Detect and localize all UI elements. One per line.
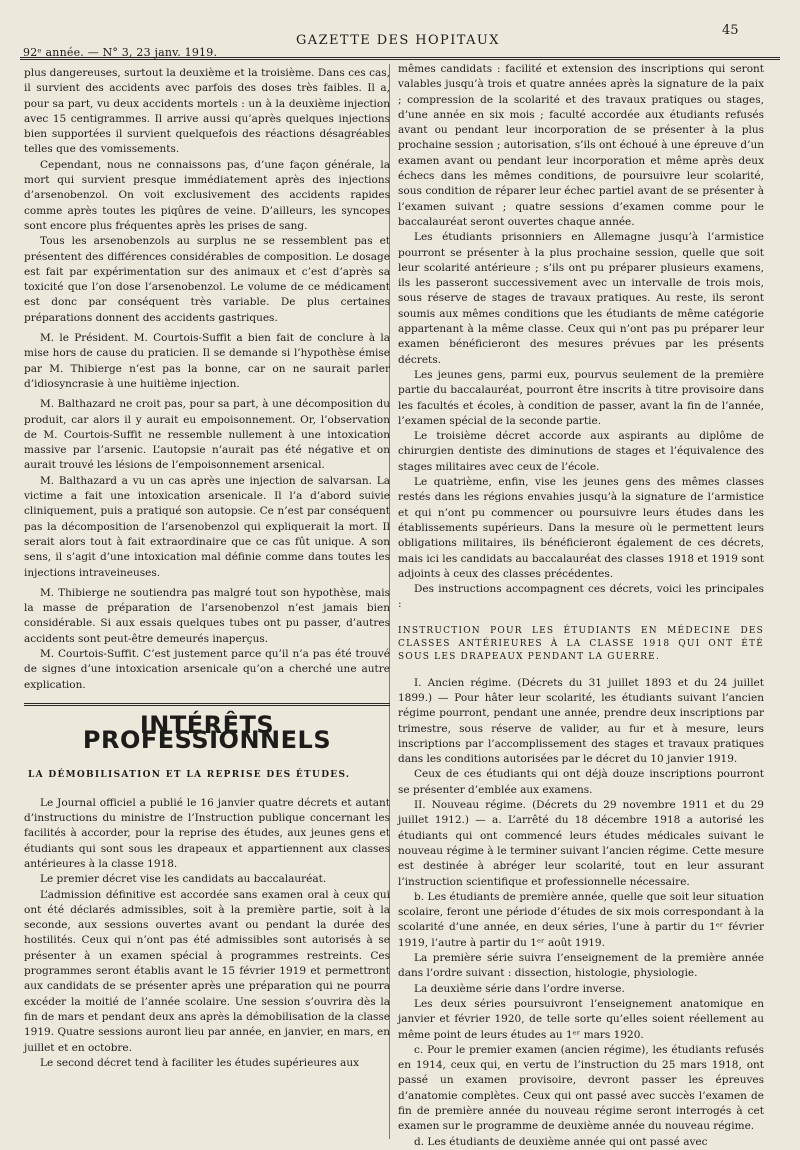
paragraph: L’admission définitive est accordée sans examen oral à ceux qui ont été déclarés admissibles, soit à la première partie, soit à la seconde, aux sessions ouvertes avant ou pendant la durée des hostilités. Ceux qui n’ont pas été admissibles sont autorisés à se présenter à un examen spécial à programmes restreints. Ces programmes seront établis avant le 15 février 1919 et permettront aux candidats de se présenter après une préparation qui ne pourra excéder la moitié de l’année scolaire. Une session s’ouvrira dès la fin de mars et pendant deux ans après la démobilisation de la classe 1919. Quatre sessions auront lieu par année, en janvier, en mars, en juillet et en octobre. [24,888,390,1054]
header-rule [20,57,780,60]
paragraph: Le troisième décret accorde aux aspirants au diplôme de chirurgien dentiste des diminutions de stages et l’équivalence des stages militaires avec ceux de l’école. [398,430,764,473]
right-column [398,62,764,1150]
paragraph: M. le Président. M. Courtois-Suffit a bien fait de conclure à la mise hors de cause du praticien. Il se demande si l’hypothèse émise par M. Thibierge n’est pas la bonne, car on ne saurait parler d’idiosyncrasie à une huitième injection. [24,332,390,390]
paragraph: mêmes candidats : facilité et extension des inscriptions qui seront valables jusqu’à trois et quatre années après la signature de la paix ; compression de la scolarité et des travaux pratiques ou stages, d’une année en six mois ; faculté accordée aux étudiants refusés avant ou pendant leur incorporation de se présenter à la plus prochaine session ; autorisation, s’ils ont échoué à une épreuve d’un examen avant ou pendant leur incorporation et même après deux échecs dans les mêmes conditions, de poursuivre leur scolarité, sous condition de réparer leur échec partiel avant de se présenter à l’examen suivant ; quatre sessions d’examen comme pour le baccalauréat seront ouvertes chaque année. [398,63,764,228]
paragraph: Cependant, nous ne connaissons pas, d’une façon générale, la mort qui survient presque immédiatement après des injections d’arsenobenzol. On voit exclusivement des accidents rapides comme après toutes les piqûres de veine. D’ailleurs, les syncopes sont encore plus fréquentes après les prises de sang. [24,158,390,232]
paragraph: Les étudiants prisonniers en Allemagne jusqu’à l’armistice pourront se présenter à la plus prochaine session, quelle que soit leur scolarité antérieure ; s’ils ont pu préparer plusieurs examens, ils les passeront successivement avec un intervalle de trois mois, sous réserve de stages de travaux pratiques. Au reste, ils seront soumis aux mêmes conditions que les étudiants de même catégorie appartenant à la même classe. Ceux qui n’ont pas pu préparer leur examen bénéficieront des mesures prévues par les présents décrets. [398,231,764,366]
section-title: INTÉRÊTS PROFESSIONNELS [82,710,332,755]
instruction-subhead: INSTRUCTION POUR LES ÉTUDIANTS EN MÉDECINE DES CLASSES ANTÉRIEURES À LA CLASSE 1918 QUI ONT ÉTÉ SOUS LES DRAPEAUX PENDANT LA GUERRE. [398,625,764,662]
issue-info: 92ᵉ année. — N° 3, 23 janv. 1919. [23,46,218,59]
paragraph: b. Les étudiants de première année, quelle que soit leur situation scolaire, feront une période d’études de six mois correspondant à la scolarité d’une année, en deux séries, l’une à partir du 1ᵉʳ février 1919, l’autre à partir du 1ᵉʳ août 1919. [398,890,764,949]
page-number: 45 [722,23,739,38]
paragraph: M. Courtois-Suffit. C’est justement parce qu’il n’a pas été trouvé de signes d’une intoxication arsenicale qu’on a cherché une autre explication. [24,647,390,691]
paragraph: M. Thibierge ne soutiendra pas malgré tout son hypothèse, mais la masse de préparation de l’arsenobenzol n’est jamais bien considérable. Si aux essais quelques tubes ont pu passer, d’autres accidents sont peut-être demeurés inaperçus. [24,586,390,645]
paragraph: Le Journal officiel a publié le 16 janvier quatre décrets et autant d’instructions du ministre de l’Instruction publique concernant les facilités à accorder, pour la reprise des études, aux jeunes gens et étudiants qui sont sous les drapeaux et appartiennent aux classes antérieures à la classe 1918. [24,796,390,870]
paragraph: II. Nouveau régime. (Décrets du 29 novembre 1911 et du 29 juillet 1912.) — a. L’arrêté du 18 décembre 1918 a autorisé les étudiants qui ont commencé leurs études médicales suivant le nouveau régime à le terminer suivant l’ancien régime. Cette mesure est destinée à abréger leur scolarité, tout en leur assurant l’instruction scientifique et professionnelle nécessaire. [398,799,764,888]
paragraph: Ceux de ces étudiants qui ont déjà douze inscriptions pourront se présenter d’emblée aux examens. [398,768,764,796]
paragraph: Les deux séries poursuivront l’enseignement anatomique en janvier et février 1920, de telle sorte qu’elles soient réellement au même point de leurs études au 1ᵉʳ mars 1920. [398,997,764,1041]
paragraph: I. Ancien régime. (Décrets du 31 juillet 1893 et du 24 juillet 1899.) — Pour hâter leur scolarité, les étudiants suivant l’ancien régime pourront, pendant une année, prendre deux inscriptions par trimestre, sous réserve de valider, au fur et à mesure, leurs inscriptions par l’accomplissement des stages et travaux pratiques dans les conditions autorisées par le décret du 10 janvier 1919. [398,676,764,766]
paragraph: d. Les étudiants de deuxième année qui ont passé avec [414,1135,708,1148]
article-subhead: LA DÉMOBILISATION ET LA REPRISE DES ÉTUDES. [28,770,351,781]
paragraph: Les jeunes gens, parmi eux, pourvus seulement de la première partie du baccalauréat, pourront être inscrits à titre provisoire dans les facultés et écoles, à condition de passer, avant la fin de l’année, l’examen spécial de la seconde partie. [398,368,764,427]
journal-title: GAZETTE DES HOPITAUX [296,33,500,48]
paragraph: c. Pour le premier examen (ancien régime), les étudiants refusés en 1914, ceux qui, en vertu de l’instruction du 25 mars 1918, ont passé un examen provisoire, devront passer les épreuves d’anatomie complètes. Ceux qui ont passé avec succès l’examen de fin de première année du nouveau régime seront interrogés à cet examen sur le programme de deuxième année du nouveau régime. [398,1043,764,1133]
paragraph: Le second décret tend à faciliter les études supérieures aux [40,1056,359,1069]
paragraph: plus dangereuses, surtout la deuxième et la troisième. Dans ces cas, il survient des accidents avec parfois des doses très faibles. Il a, pour sa part, vu deux accidents mortels : un à la deuxième injection avec 15 centigrammes. Il arrive aussi qu’après quelques injections bien supportées il survient quelquefois des réactions désagréables telles que des vomissements. [24,67,390,156]
paragraph: M. Balthazard ne croit pas, pour sa part, à une décomposition du produit, car alors il y aurait eu empoisonnement. Or, l’observation de M. Courtois-Suffit ne ressemble nullement à une intoxication massive par l’arsenic. L’autopsie n’aurait pas été négative et on aurait trouvé les lésions de l’empoisonnement arsenical. [24,398,390,472]
paragraph: Des instructions accompagnent ces décrets, voici les principales : [398,583,764,611]
section-rule [24,703,390,706]
paragraph: Le quatrième, enfin, vise les jeunes gens des mêmes classes restés dans les régions envahies jusqu’à la signature de l’armistice et qui n’ont pu commencer ou poursuivre leurs études dans les établissements supérieurs. Dans la mesure où le permettent leurs obligations militaires, ils bénéficieront également de ces décrets, mais ici les candidats au baccalauréat des classes 1918 et 1919 sont adjoints à ceux des classes précédentes. [398,476,764,580]
left-column [24,66,390,1071]
paragraph: Tous les arsenobenzols au surplus ne se ressemblent pas et présentent des différences considérables de composition. Le dosage est fait par expérimentation sur des animaux et c’est d’après sa toxicité que l’on dose l’arsenobenzol. Le volume de ce médicament est donc par conséquent très variable. De plus certaines préparations donnent des accidents gastriques. [24,235,390,324]
paragraph: M. Balthazard a vu un cas après une injection de salvarsan. La victime a fait une intoxication arsenicale. Il l’a d’abord suivie cliniquement, puis a pratiqué son autopsie. Ce n’est par conséquent pas la décomposition de l’arsenobenzol qui expliquerait la mort. Il serait alors tout à fait extraordinaire que ce cas fût unique. A son sens, il s’agit d’une intoxication mal définie comme dans toutes les injections intraveineuses. [24,474,390,579]
paragraph: La deuxième série dans l’ordre inverse. [414,982,625,995]
paragraph: La première série suivra l’enseignement de la première année dans l’ordre suivant : dissection, histologie, physiologie. [398,952,764,980]
paragraph: Le premier décret vise les candidats au baccalauréat. [40,873,327,886]
